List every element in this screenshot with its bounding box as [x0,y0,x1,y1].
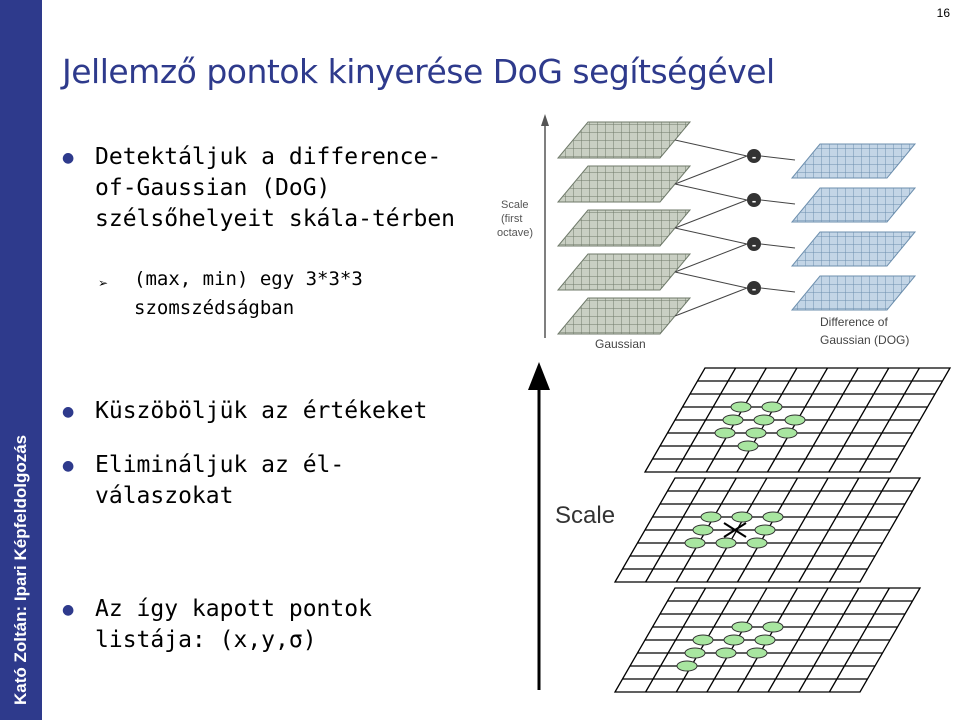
gaussian-layer [558,166,690,202]
sub-bullet-arrow-icon: ➢ [98,276,109,290]
dog-layer [792,232,915,266]
gaussian-layer [558,298,690,334]
dog-layer [792,188,915,222]
scale-label-line-3: octave) [497,227,534,239]
subtraction-arrows [675,140,795,316]
bullet-3-line-2: válaszokat [95,483,234,509]
slide-title: Jellemző pontok kinyerése DoG segítségével [62,52,775,91]
sidebar-author-text: Kató Zoltán: Ipari Képfeldolgozás [11,434,30,705]
scale-axis-arrowhead [528,362,550,390]
bullet-1-line-2: of-Gaussian (DoG) [95,175,331,201]
gaussian-layer [558,210,690,246]
scale-label: Scale [555,502,616,529]
gaussian-layer [558,122,690,158]
scale-axis-arrowhead [541,114,549,126]
bullet-1-sub-line-2: szomszédságban [134,297,295,319]
gaussian-label: Gaussian [595,337,646,351]
dog-layer [792,276,915,310]
svg-text:-: - [751,193,757,208]
bullet-3-line-1: Elimináljuk az él- [95,452,345,478]
sidebar-caption [0,0,42,720]
neighborhood-figure [515,360,960,700]
dog-pyramid-figure [485,108,960,363]
scale-label-line-1: Scale [501,199,529,211]
scale-label-line-2: (first [501,213,523,225]
svg-text:-: - [751,149,757,164]
bullet-1-sub-line-1: (max, min) egy 3*3*3 [134,268,363,290]
dog-label-line-2: Gaussian (DOG) [820,333,910,347]
bullet-dot: ● [62,404,75,420]
svg-text:-: - [751,281,757,296]
bullet-1-line-1: Detektáljuk a difference- [95,144,442,170]
bullet-1-line-3: szélsőhelyeit skála-térben [95,206,456,232]
gaussian-layer [558,254,690,290]
page-number: 16 [936,6,950,20]
bullet-dot: ● [62,602,75,618]
minus-operator-icons [747,149,761,296]
bullet-dot: ● [62,458,75,474]
bullet-4-line-1: Az így kapott pontok [95,596,372,622]
dog-layer [792,144,915,178]
bullet-2: Küszöböljük az értékeket [95,398,428,424]
bullet-4-line-2: listája: (x,y,σ) [95,627,317,653]
svg-text:-: - [751,237,757,252]
bullet-dot: ● [62,150,75,166]
dog-label-line-1: Difference of [820,315,888,329]
